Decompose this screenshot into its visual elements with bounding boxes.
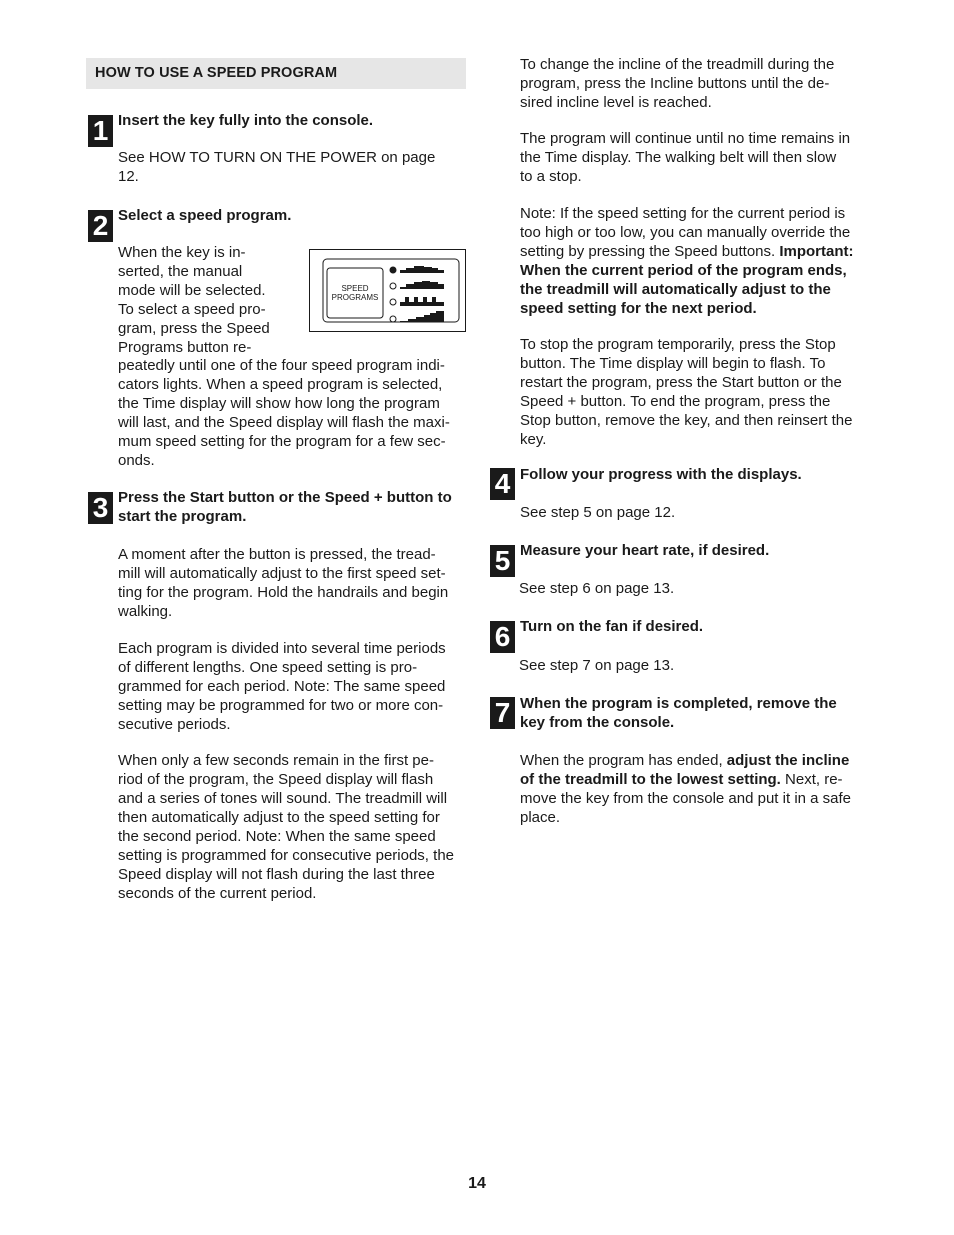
step-1-heading: Insert the key fully into the console. bbox=[118, 112, 374, 129]
section-header bbox=[86, 58, 466, 89]
step-4-number: 4 bbox=[490, 468, 515, 500]
right-paragraph-time: The program will continue until no time remains in the Time display. The walking belt will then slow to a stop. bbox=[520, 130, 851, 185]
indicator-2 bbox=[390, 283, 396, 289]
indicator-1 bbox=[390, 267, 396, 273]
page-number: 14 bbox=[468, 1175, 486, 1192]
note-important-text: Important: When the current period of the program ends, the treadmill will automatically adjust to the speed setting for the next period. bbox=[520, 243, 854, 317]
indicator-4 bbox=[390, 316, 396, 322]
note-plain-text: Note: If the speed setting for the current period is too high or too low, you can manually override the setting by pressing the Speed buttons. bbox=[520, 205, 851, 260]
step-2-body-wide: peatedly until one of the four speed program indi- cators lights. When a speed program is selected, the Time display will show how long the program will last, and the Speed display will flash the maxi- mum speed setting for the program for a few sec- onds. bbox=[118, 357, 450, 469]
step-6-heading: Turn on the fan if desired. bbox=[520, 618, 704, 635]
step-1-number: 1 bbox=[88, 115, 113, 147]
profile-2 bbox=[400, 281, 444, 289]
profile-3 bbox=[400, 297, 444, 306]
step-7-body bbox=[520, 751, 870, 827]
step-3-paragraph-1: A moment after the button is pressed, the tread- mill will automatically adjust to the first speed set- ting for the program. Hold the handrails and begin walking. bbox=[118, 546, 449, 620]
step-1-body: See HOW TO TURN ON THE POWER on page 12. bbox=[118, 149, 436, 185]
right-paragraph-incline: To change the incline of the treadmill during the program, press the Incline buttons until the de- sired incline level is reached. bbox=[520, 56, 835, 111]
section-title: HOW TO USE A SPEED PROGRAM bbox=[95, 65, 338, 81]
indicator-3 bbox=[390, 299, 396, 305]
step-6-number: 6 bbox=[490, 621, 515, 653]
speed-programs-illustration bbox=[309, 249, 466, 332]
console-panel-drawing bbox=[310, 250, 465, 331]
step-7-body-part-a: When the program has ended, bbox=[520, 752, 727, 769]
step-4-heading: Follow your progress with the displays. bbox=[520, 466, 802, 483]
step-6-body: See step 7 on page 13. bbox=[519, 657, 675, 674]
step-7-body-part-b: adjust the incline of the treadmill to the lowest setting. bbox=[520, 752, 850, 788]
step-3-paragraph-2: Each program is divided into several time periods of different lengths. One speed setting is pro- grammed for each period. Note: The same speed setting may be programmed for two or more con- secutive periods. bbox=[118, 640, 446, 733]
step-7-heading: When the program is completed, remove the key from the console. bbox=[520, 695, 837, 731]
step-5-body: See step 6 on page 13. bbox=[519, 580, 675, 597]
step-3-paragraph-3: When only a few seconds remain in the first pe- riod of the program, the Speed display will flash and a series of tones will sound. The treadmill will then automatically adjust to the speed setting for the second period. Note: When the same speed setting is programmed for consecutive periods, the Speed display will not flash during the last three seconds of the current period. bbox=[118, 752, 454, 902]
step-3-heading: Press the Start button or the Speed + button to start the program. bbox=[118, 489, 452, 525]
profile-4 bbox=[400, 311, 444, 322]
step-3-number: 3 bbox=[88, 492, 113, 524]
right-paragraph-stop: To stop the program temporarily, press the Stop button. The Time display will begin to flash. To restart the program, press the Start button or the Speed + button. To end the program, press the Stop button, remove the key, and then reinsert the key. bbox=[520, 336, 853, 448]
step-2-number: 2 bbox=[88, 210, 113, 242]
step-7-number: 7 bbox=[490, 697, 515, 729]
step-5-heading: Measure your heart rate, if desired. bbox=[520, 542, 770, 559]
profile-1 bbox=[400, 266, 444, 273]
step-2-heading: Select a speed program. bbox=[118, 207, 292, 224]
right-paragraph-note bbox=[520, 204, 870, 318]
label-line-2: PROGRAMS bbox=[331, 293, 379, 302]
step-5-number: 5 bbox=[490, 545, 515, 577]
step-4-body: See step 5 on page 12. bbox=[520, 504, 676, 521]
step-7-body-part-c: Next, re- move the key from the console and put it in a safe place. bbox=[520, 771, 852, 826]
label-line-1: SPEED bbox=[341, 284, 369, 293]
step-2-body-narrow: When the key is in- serted, the manual mode will be selected. To select a speed pro- gram, press the Speed Programs button re- bbox=[118, 244, 270, 356]
